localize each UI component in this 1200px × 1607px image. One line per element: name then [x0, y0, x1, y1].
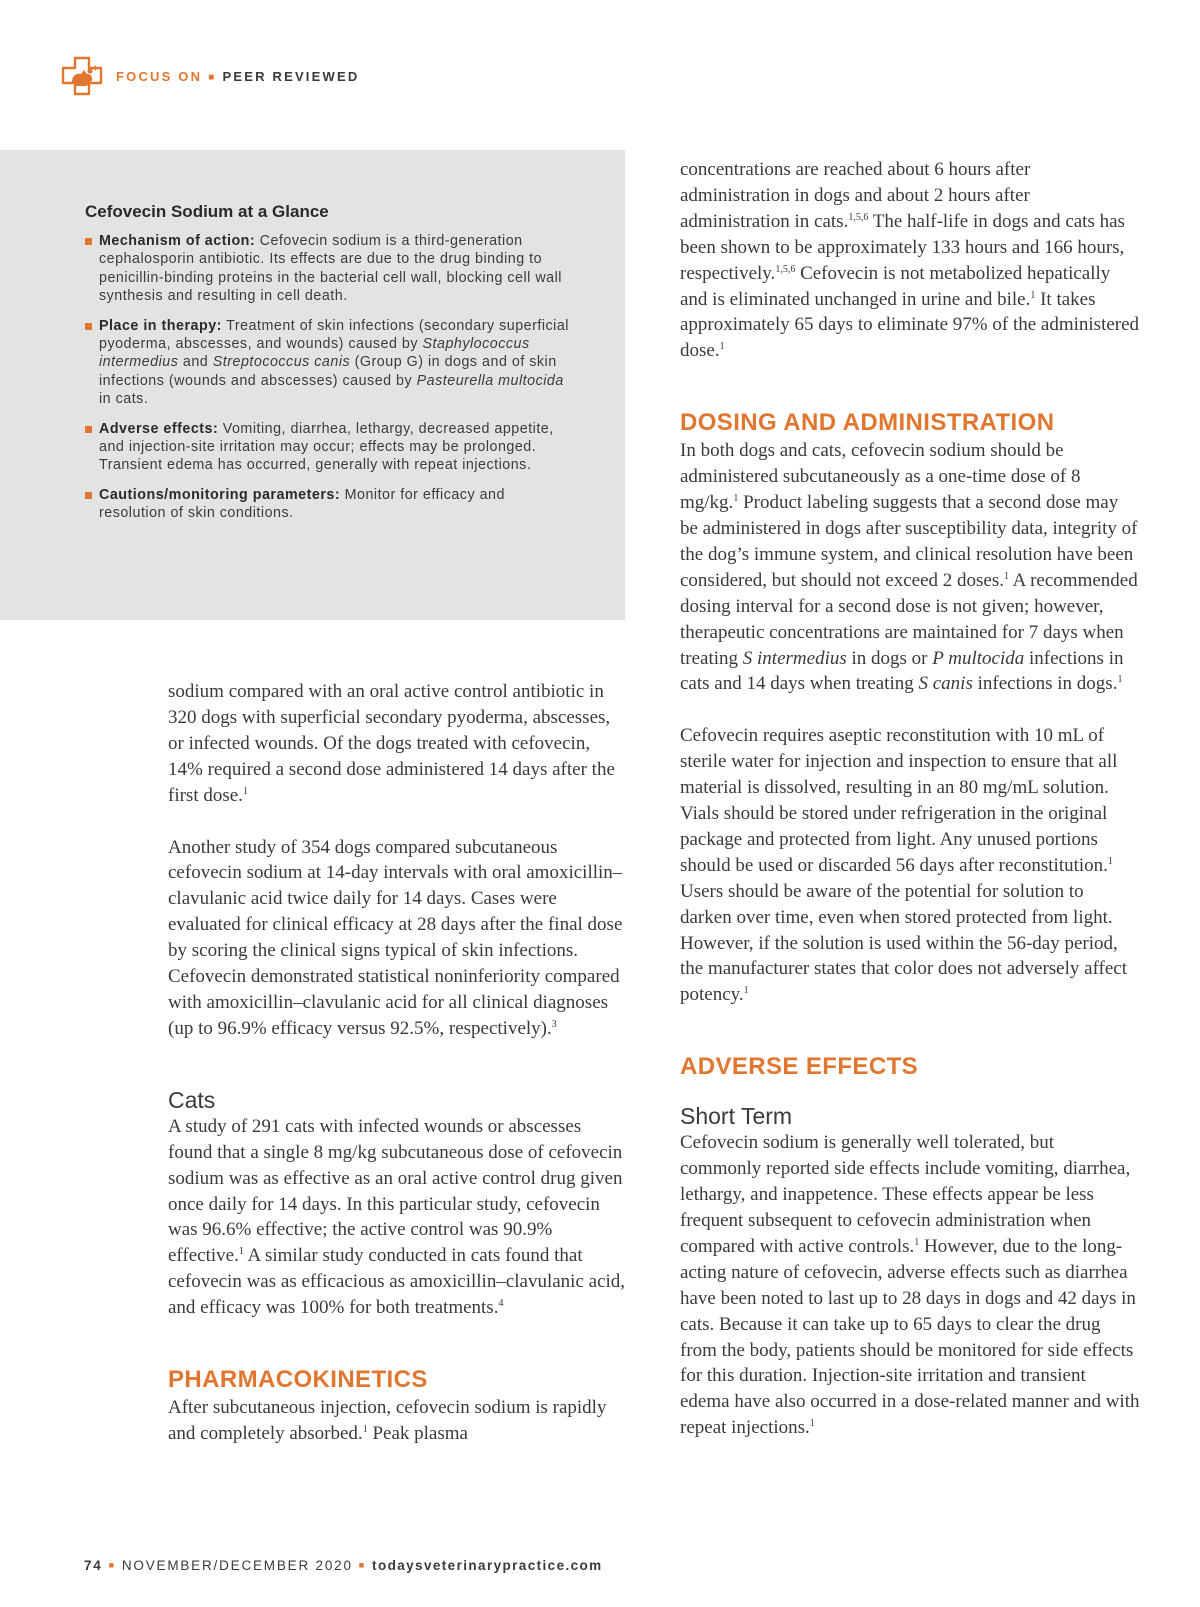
- paragraph-text: Another study of 354 dogs compared subcutaneous cefovecin sodium at 14-day intervals with oral amoxicillin–clavulanic acid twice daily for 14 days. Cases were evaluated for clinical efficacy at 28 days after the final dose by scoring the clinical signs typical of skin infections. Cefovecin demonstrated statistical noninferiority compared with amoxicillin–clavulanic acid for all clinical diagnoses (up to 96.9% efficacy versus 92.5%, respectively).: [168, 836, 623, 1039]
- body-paragraph: [168, 835, 628, 1042]
- sidebar-title: Cefovecin Sodium at a Glance: [85, 202, 329, 221]
- species-name: Staphylococcus intermedius: [99, 336, 530, 371]
- citation: 1: [1107, 855, 1113, 867]
- citation: 1: [1003, 570, 1009, 582]
- sidebar-content: [85, 202, 575, 534]
- citation: 3: [551, 1018, 557, 1030]
- body-paragraph: [680, 157, 1140, 364]
- species-name: P multocida: [932, 647, 1025, 669]
- species-name: S intermedius: [742, 647, 847, 669]
- sidebar-item-mechanism: [85, 232, 575, 306]
- body-paragraph: [680, 723, 1140, 1008]
- pharmacokinetics-heading: PHARMACOKINETICS: [168, 1366, 428, 1394]
- sidebar-item-label: Mechanism of action:: [99, 233, 256, 249]
- paragraph-text: Users should be aware of the potential for solution to darken over time, even when stored protected from light. However, if the solution is used within the 56-day period, the manufacturer states that color does not adversely affect potency.: [680, 880, 1128, 1006]
- citation: 1: [914, 1236, 920, 1248]
- paragraph-text: However, due to the long-acting nature of cefovecin, adverse effects such as diarrhea have been noted to last up to 28 days in dogs and 42 days in cats. Because it can take up to 65 days to clear the drug from the body, patients should be monitored for side effects for this duration. Injection-site irritation and transient edema have also occurred in a dose-related manner and with repeat injections.: [680, 1235, 1140, 1439]
- sidebar-item-cautions: [85, 486, 575, 523]
- paragraph-text: A recommended dosing interval for a second dose is not given; however, therapeutic concentrations are maintained for 7 days when treating: [680, 569, 1138, 669]
- paragraph-text: Product labeling suggests that a second dose may be administered in dogs after susceptibility data, integrity of the dog’s immune system, and clinical resolution have been considered, but should not exceed 2 doses.: [680, 492, 1138, 591]
- paragraph-text: In both dogs and cats, cefovecin sodium should be administered subcutaneously as a one-time dose of 8 mg/kg.: [680, 440, 1081, 514]
- issue-date: NOVEMBER/DECEMBER 2020: [121, 1558, 353, 1573]
- paragraph-text: infections in dogs.: [972, 673, 1118, 695]
- cats-heading: Cats: [168, 1086, 216, 1113]
- sidebar-item-text: Vomiting, diarrhea, lethargy, decreased appetite, and injection-site irritation may occur; effects may be prolonged. Transient edema has occurred, generally with repeat injections.: [99, 420, 554, 474]
- species-name: Streptococcus canis: [212, 354, 351, 371]
- body-paragraph: [168, 1114, 628, 1321]
- species-name: S canis: [918, 673, 973, 695]
- sidebar-item-label: Cautions/monitoring parameters:: [99, 486, 341, 503]
- left-column: [168, 679, 628, 1447]
- citation: 1: [1117, 674, 1123, 686]
- sidebar-item-text: (Group G) in dogs and of skin infections (wounds and abscesses) caused by: [99, 354, 557, 389]
- dosing-heading: DOSING AND ADMINISTRATION: [680, 409, 1055, 437]
- body-paragraph: [680, 1130, 1140, 1441]
- sidebar-item-text: Monitor for efficacy and resolution of skin conditions.: [99, 486, 505, 522]
- sidebar-item-adverse-effects: [85, 420, 575, 475]
- page-footer: [84, 1558, 603, 1573]
- paragraph-text: in dogs or: [846, 647, 933, 669]
- sidebar-item-label: Place in therapy:: [99, 317, 222, 334]
- body-paragraph: [168, 679, 628, 809]
- sidebar-list: [85, 232, 575, 523]
- sidebar-item-text: and: [178, 354, 213, 371]
- citation: 1,5,6: [848, 211, 869, 223]
- citation: 1: [743, 985, 749, 997]
- citation: 1: [242, 785, 248, 797]
- sidebar-item-label: Adverse effects:: [99, 420, 219, 437]
- page-number: 74: [84, 1558, 103, 1573]
- paragraph-text: sodium compared with an oral active control antibiotic in 320 dogs with superficial secondary pyoderma, abscesses, or infected wounds. Of the dogs treated with cefovecin, 14% required a second dose administered 14 days after the first dose.: [168, 681, 615, 806]
- citation: 1: [1030, 289, 1036, 301]
- at-a-glance-sidebar: [0, 150, 625, 620]
- paragraph-text: The half-life in dogs and cats has been shown to be approximately 133 hours and 166 hours, respectively.: [680, 210, 1125, 284]
- paragraph-text: Cefovecin sodium is generally well tolerated, but commonly reported side effects include vomiting, diarrhea, lethargy, and inappetence. These effects appear be less frequent subsequent to cefovecin administration when compared with active controls.: [680, 1132, 1131, 1257]
- footer-separator: ■: [358, 1560, 367, 1570]
- body-paragraph: [168, 1395, 628, 1447]
- paragraph-text: infections in cats and 14 days when treating: [680, 647, 1124, 695]
- species-name: Pasteurella multocida: [416, 372, 564, 389]
- sidebar-item-text: Cefovecin sodium is a third-generation cephalosporin antibiotic. Its effects are due to the drug binding to penicillin-binding proteins in the bacterial cell wall, blocking cell wall synthesis and resulting in cell death.: [99, 233, 562, 305]
- citation: 4: [498, 1298, 504, 1310]
- sidebar-item-text: in cats.: [99, 391, 149, 408]
- sidebar-item-place-in-therapy: [85, 317, 575, 409]
- paragraph-text: After subcutaneous injection, cefovecin sodium is rapidly and completely absorbed.: [168, 1397, 607, 1444]
- paragraph-text: A study of 291 cats with infected wounds or abscesses found that a single 8 mg/kg subcutaneous dose of cefovecin sodium was as effective as an oral active control drug given once daily for 14 days. In this particular study, cefovecin was 96.6% effective; the active control was 90.9% effective.: [168, 1115, 623, 1267]
- citation: 1: [362, 1423, 368, 1435]
- paragraph-text: It takes approximately 65 days to eliminate 97% of the administered dose.: [680, 288, 1140, 362]
- citation: 1: [719, 341, 725, 353]
- citation: 1: [809, 1418, 815, 1430]
- paragraph-text: A similar study conducted in cats found that cefovecin was as efficacious as amoxicillin–clavulanic acid, and efficacy was 100% for both treatments.: [168, 1245, 626, 1319]
- adverse-effects-heading: ADVERSE EFFECTS: [680, 1053, 919, 1081]
- section-label: PEER REVIEWED: [222, 68, 360, 84]
- focus-label: FOCUS ON: [116, 68, 203, 84]
- paragraph-text: concentrations are reached about 6 hours after administration in dogs and about 2 hours after administration in cats.: [680, 159, 1031, 232]
- page-header: [60, 56, 359, 96]
- sidebar-item-text: Treatment of skin infections (secondary superficial pyoderma, abscesses, and wounds) caused by: [99, 317, 569, 353]
- footer-separator: ■: [108, 1560, 116, 1570]
- section-kicker: [116, 69, 359, 84]
- website-link[interactable]: todaysveterinarypractice.com: [372, 1558, 603, 1573]
- paragraph-text: Cefovecin requires aseptic reconstitution with 10 mL of sterile water for injection and inspection to ensure that all material is dissolved, resulting in an 80 mg/mL solution. Vials should be stored under refrigeration in the original package and protected from light. Any unused portions should be used or discarded 56 days after reconstitution.: [680, 725, 1118, 876]
- citation: 1: [238, 1246, 244, 1258]
- paragraph-text: Cefovecin is not metabolized hepatically and is eliminated unchanged in urine and bile.: [680, 262, 1111, 310]
- kicker-separator: ■: [208, 71, 217, 83]
- paragraph-text: Peak plasma: [367, 1422, 468, 1444]
- short-term-heading: Short Term: [680, 1103, 793, 1130]
- citation: 1: [733, 493, 739, 505]
- cross-with-animals-icon: [60, 56, 104, 96]
- citation: 1,5,6: [775, 263, 796, 275]
- body-paragraph: [680, 438, 1140, 697]
- right-column: [680, 157, 1140, 1441]
